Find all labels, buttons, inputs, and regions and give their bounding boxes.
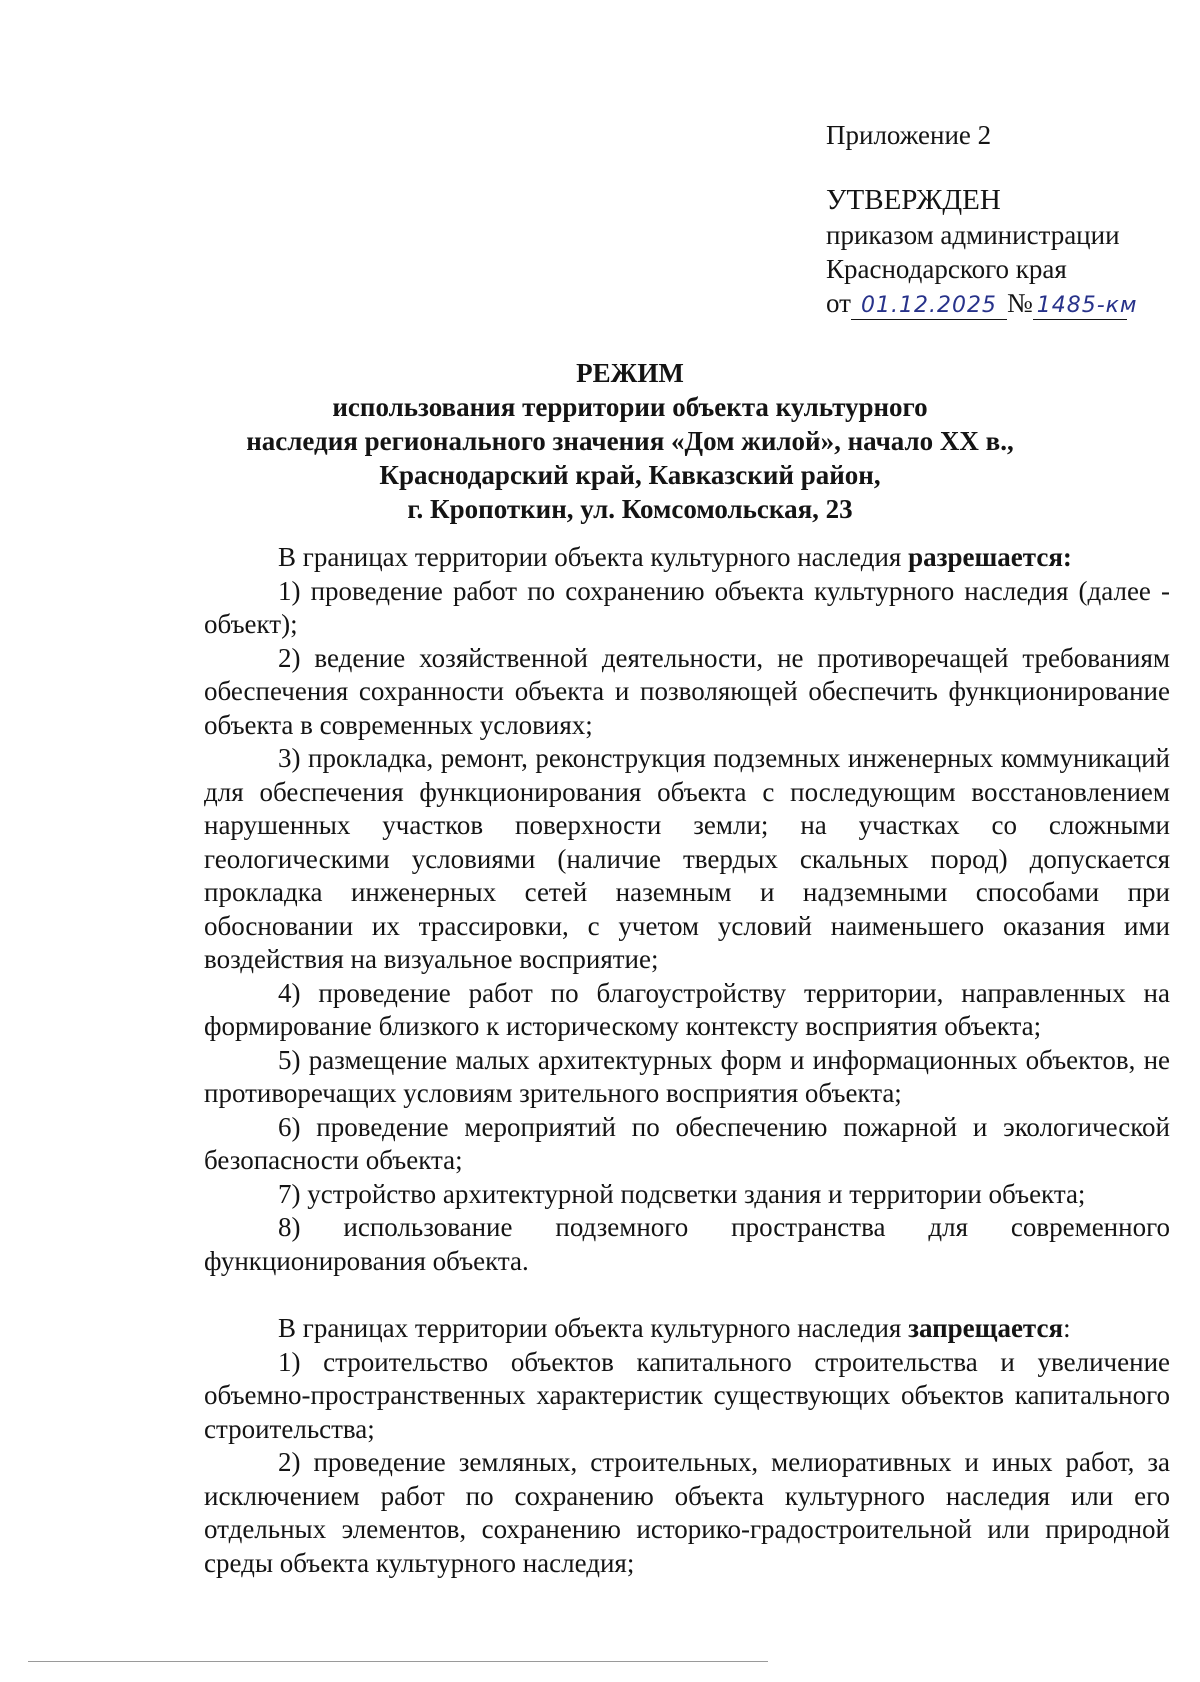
prohibited-item: 2) проведение земляных, строительных, мелиоративных и иных работ, за исключением работ по сохранению объекта культурного наследия или его отдельных элементов, сохранению историко-градостроительной или природной среды объекта культурного наследия; <box>204 1447 1170 1578</box>
allowed-item: 3) прокладка, ремонт, реконструкция подземных инженерных коммуникаций для обеспечения функционирования объекта с последующим восстановлением нарушенных участков поверхности земли; на участках со сложными геологическими условиями (наличие твердых скальных пород) допускается прокладка инженерных сетей наземным и надземными способами при обосновании их трассировки, с учетом условий наименьшего оказания ими воздействия на визуальное восприятие; <box>204 743 1170 974</box>
allowed-intro-text: В границах территории объекта культурного наследия <box>278 542 909 572</box>
prohibited-suffix: : <box>1063 1313 1071 1343</box>
allowed-item: 8) использование подземного пространства для современного функционирования объекта. <box>204 1212 1170 1276</box>
allowed-item: 5) размещение малых архитектурных форм и информационных объектов, не противоречащих условиям зрительного восприятия объекта; <box>204 1044 1170 1108</box>
handwritten-date: 01.12.2025 <box>851 293 1007 320</box>
document-body <box>204 541 1170 1580</box>
allowed-intro <box>204 541 1170 575</box>
handwritten-order-number: 1485-км <box>1033 293 1127 320</box>
approved-by-line-1: приказом администрации <box>826 220 1120 250</box>
title-line-3: Краснодарский край, Кавказский район, <box>379 460 881 490</box>
allowed-item: 7) устройство архитектурной подсветки здания и территории объекта; <box>278 1178 1086 1209</box>
prohibited-keyword: запрещается <box>908 1313 1064 1343</box>
allowed-keyword: разрешается: <box>908 542 1072 572</box>
prohibited-item: 1) строительство объектов капитального строительства и увеличение объемно-пространственных характеристик существующих объектов капитального строительства; <box>204 1346 1170 1444</box>
scan-edge-line <box>28 1661 768 1662</box>
approved-label: УТВЕРЖДЕН <box>826 184 1001 216</box>
title-line-1: использования территории объекта культурного <box>332 392 928 422</box>
title-line-2: наследия регионального значения «Дом жилой», начало XX в., <box>246 426 1014 456</box>
approved-by-line-2: Краснодарского края <box>826 254 1067 284</box>
allowed-item: 2) ведение хозяйственной деятельности, не противоречащей требованиям обеспечения сохранности объекта и позволяющей обеспечить функционирование объекта в современных условиях; <box>204 642 1170 740</box>
date-prefix: от <box>826 288 851 318</box>
section-spacer <box>204 1278 1170 1312</box>
allowed-item: 4) проведение работ по благоустройству территории, направленных на формирование близкого к историческому контексту восприятия объекта; <box>204 977 1170 1041</box>
allowed-item: 1) проведение работ по сохранению объекта культурного наследия (далее - объект); <box>204 575 1170 639</box>
document-title <box>180 356 1080 526</box>
allowed-item: 6) проведение мероприятий по обеспечению пожарной и экологической безопасности объекта; <box>204 1111 1170 1175</box>
number-prefix: № <box>1006 288 1033 318</box>
prohibited-intro <box>204 1312 1170 1346</box>
appendix-label: Приложение 2 <box>826 120 992 150</box>
order-date-number-line <box>826 286 1166 320</box>
prohibited-intro-text: В границах территории объекта культурного наследия <box>278 1313 909 1343</box>
title-line-4: г. Кропоткин, ул. Комсомольская, 23 <box>407 494 853 524</box>
title-heading: РЕЖИМ <box>576 358 684 388</box>
approval-stamp-block <box>826 118 1166 320</box>
